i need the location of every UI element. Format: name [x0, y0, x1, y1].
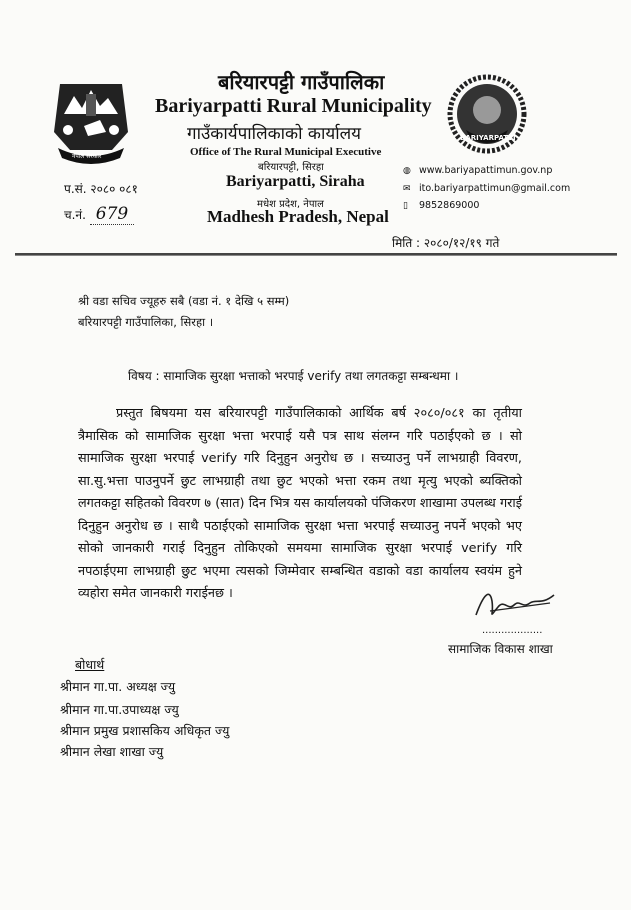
recipient-line-2: बरियारपट्टी गाउँपालिका, सिरहा ।	[78, 315, 214, 329]
website-text: www.bariyapattimun.gov.np	[419, 165, 553, 176]
municipality-name-nepali: बरियारपट्टी गाउँपालिका	[218, 70, 385, 94]
municipality-seal	[446, 74, 528, 154]
emblem-ribbon-text: नेपाल सरकार	[72, 153, 102, 160]
cc-item: श्रीमान गा.पा. अध्यक्ष ज्यु	[60, 679, 176, 694]
letter-body	[78, 403, 522, 606]
dispatch-label: च.नं.	[64, 208, 86, 222]
seal-text: BARIYARPATTI	[460, 134, 516, 142]
cc-heading: बोधार्थ	[75, 657, 105, 672]
signature-department: सामाजिक विकास शाखा	[448, 642, 553, 656]
email-text: ito.bariyarpattimun@gmail.com	[419, 183, 571, 194]
recipient-line-1: श्री वडा सचिव ज्यूहरु सबै (वडा नं. १ देखि ५ सम्म)	[78, 294, 290, 308]
municipality-name-english: Bariyarpatti Rural Municipality	[155, 95, 432, 117]
email-line	[403, 183, 570, 194]
subject-line: विषय : सामाजिक सुरक्षा भत्ताको भरपाई verify तथा लगतकट्टा सम्बन्धमा ।	[128, 369, 459, 383]
website-line	[403, 165, 552, 176]
phone-icon: ▯	[403, 201, 408, 211]
body-text: प्रस्तुत बिषयमा यस बरियारपट्टी गाउँपालिकाको आर्थिक बर्ष २०८०/०८१ का तृतीया त्रैमासिक को सामाजिक सुरक्षा भत्ता भरपाई यसै पत्र साथ संलग्न गरि पठाईएको छ । सो सामाजिक सुरक्षा भरपाई verify गरि दिनुहुन अनुरोध छ । सच्याउनु पर्ने लाभग्राही विवरण, सा.सु.भत्ता पाउनुपर्ने छुट लाभग्राही तथा छुट भएको भत्ता रकम तथा मृत्यु भएको ब्यक्तिको लगतकट्टा सहितको विवरण ७ (सात) दिन भित्र यस कार्यालयको पंजिकरण शाखामा उपलब्ध गराई दिनुहुन अनुरोध छ । साथै पठाईएको सामाजिक सुरक्षा भत्ता भरपाई सच्याउनु नपर्ने भएको भए सोको जानकारी गराई दिनुहुन तोकिएको समयमा सामाजिक सुरक्षा भरपाई verify गरि नपठाईएमा लाभग्राही छुट भएमा त्यसको जिम्मेवार सम्बन्धित वडाको वडा कार्यालय स्वयंम हुने व्यहोरा समेत जानकारी गराईनछ ।	[78, 406, 522, 601]
header-divider	[15, 253, 617, 256]
signature-dots: ...................	[482, 625, 543, 636]
fiscal-year-ref: प.सं. २०८० ०८१	[64, 182, 138, 196]
phone-line	[403, 200, 479, 211]
office-name-nepali: गाउँकार्यपालिकाको कार्यालय	[187, 124, 362, 144]
province-nepali: मधेश प्रदेश, नेपाल	[257, 199, 324, 210]
office-name-english: Office of The Rural Municipal Executive	[190, 146, 382, 158]
phone-text: 9852869000	[419, 200, 480, 211]
province-english: Madhesh Pradesh, Nepal	[207, 207, 389, 226]
dispatch-ref	[64, 204, 134, 224]
email-icon: ✉	[403, 184, 411, 194]
letter-date: मिति : २०८०/१२/१९ गते	[392, 236, 500, 250]
government-emblem	[50, 74, 132, 166]
cc-item: श्रीमान प्रमुख प्रशासकिय अधिकृत ज्यु	[60, 723, 230, 738]
cc-item: श्रीमान गा.पा.उपाध्यक्ष ज्यु	[60, 702, 179, 717]
globe-icon: ◍	[403, 166, 411, 176]
cc-item: श्रीमान लेखा शाखा ज्यु	[60, 744, 164, 759]
dispatch-number: 679	[90, 204, 134, 225]
address-nepali: बरियारपट्टी, सिरहा	[258, 162, 324, 173]
signature	[470, 585, 560, 625]
address-english: Bariyarpatti, Siraha	[226, 173, 365, 190]
